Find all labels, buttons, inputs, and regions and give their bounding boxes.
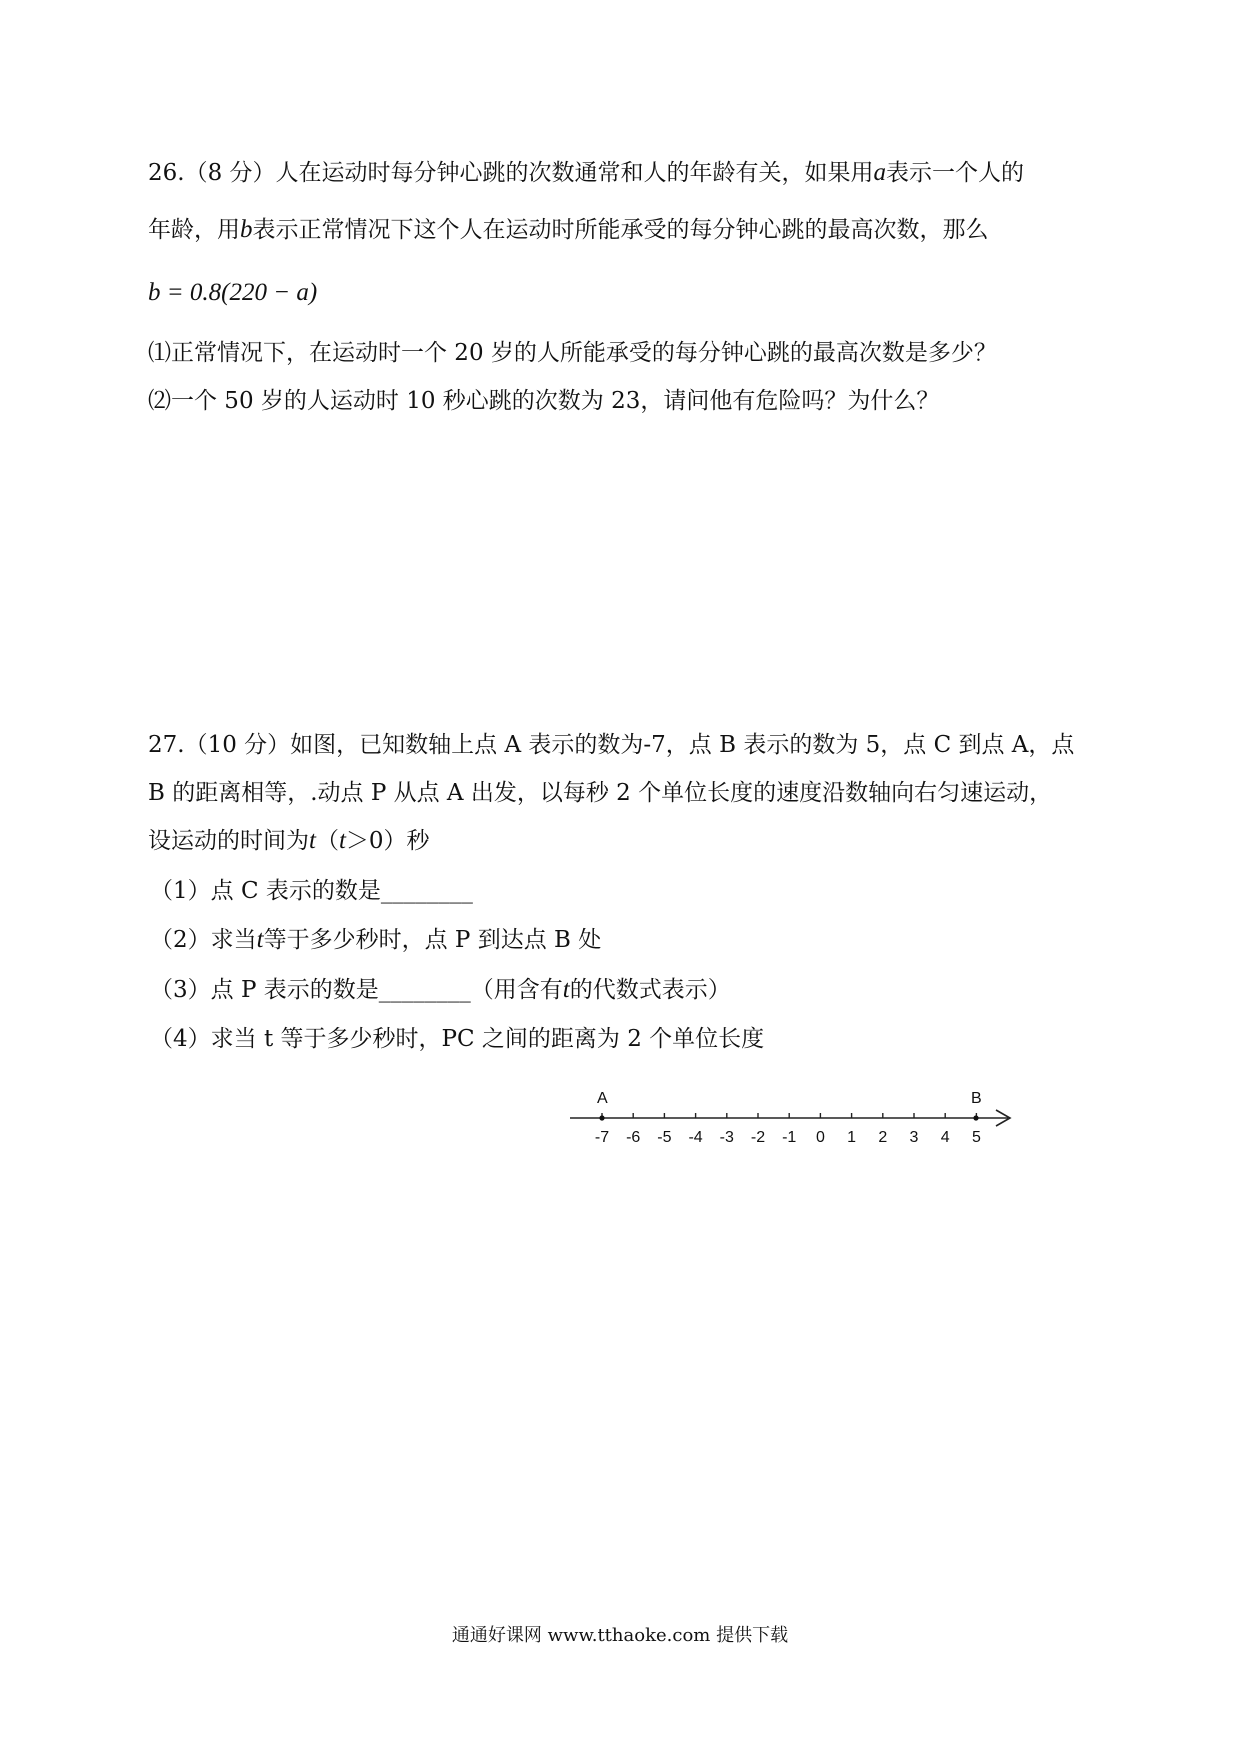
q27-sub-3-text-b: 的代数式表示） (569, 977, 731, 1003)
q27-line-3 (148, 826, 430, 856)
tick-label: 1 (847, 1129, 857, 1146)
point-a-label: A (597, 1090, 608, 1107)
q26-line-1-text-a: 26.（8 分）人在运动时每分钟心跳的次数通常和人的年龄有关，如果用 (148, 160, 874, 186)
q26-formula (148, 278, 317, 308)
number-line-figure (568, 1082, 1028, 1172)
q27-line-3-text-a: 设运动的时间为 (148, 828, 309, 854)
q27-line-1: 27.（10 分）如图，已知数轴上点 A 表示的数为-7，点 B 表示的数为 5，点 C 到点 A，点 (148, 732, 1075, 758)
variable-b: b (240, 216, 253, 243)
q27-sub-2-text-b: 等于多少秒时，点 P 到达点 B 处 (263, 927, 602, 953)
tick-label: 3 (909, 1129, 919, 1146)
q27-sub-2-text-a: （2）求当 (150, 927, 257, 953)
q27-line-2: B 的距离相等，.动点 P 从点 A 出发，以每秒 2 个单位长度的速度沿数轴向右匀速运动， (148, 780, 1053, 806)
variable-t-4: t (562, 976, 570, 1003)
tick-label: -4 (688, 1129, 703, 1146)
q26-line-2-text-b: 表示正常情况下这个人在运动时所能承受的每分钟心跳的最高次数，那么 (252, 217, 989, 243)
formula-text: b = 0.8(220 − a) (148, 279, 318, 306)
tick-label: 5 (971, 1129, 981, 1146)
q27-line-3-text-c: ＞0）秒 (345, 828, 430, 854)
variable-t-3: t (256, 926, 264, 953)
q27-sub-question-3 (150, 975, 731, 1005)
tick-label: -2 (750, 1129, 766, 1146)
tick-label: 4 (940, 1129, 950, 1146)
q26-sub-question-2: ⑵一个 50 岁的人运动时 10 秒心跳的次数为 23，请问他有危险吗？为什么？ (148, 388, 940, 414)
point-b-dot (973, 1115, 978, 1120)
tick-label: 2 (878, 1129, 888, 1146)
q26-line-2 (148, 215, 989, 245)
variable-t-2: t (338, 827, 346, 854)
tick-label: -5 (657, 1129, 672, 1146)
tick-label: -7 (594, 1129, 610, 1146)
tick-label: -1 (782, 1129, 797, 1146)
variable-a: a (873, 159, 887, 186)
q27-sub-3-text-a: （3）点 P 表示的数是________（用含有 (150, 977, 563, 1003)
q26-line-1 (148, 158, 1024, 188)
variable-t: t (309, 827, 316, 854)
footer-credit: 通通好课网 www.tthaoke.com 提供下载 (451, 1625, 789, 1646)
point-a-dot (599, 1115, 604, 1120)
q27-sub-question-4: （4）求当 t 等于多少秒时，PC 之间的距离为 2 个单位长度 (150, 1026, 765, 1052)
tick-label: 0 (815, 1129, 825, 1146)
q27-sub-question-2 (150, 925, 601, 955)
q27-sub-question-1: （1）点 C 表示的数是________ (150, 878, 473, 904)
q27-line-3-text-b: （ (315, 828, 339, 854)
q26-sub-question-1: ⑴正常情况下，在运动时一个 20 岁的人所能承受的每分钟心跳的最高次数是多少？ (148, 340, 997, 366)
q26-line-2-text-a: 年龄，用 (148, 217, 240, 243)
tick-label: -6 (626, 1129, 641, 1146)
tick-label: -3 (719, 1129, 734, 1146)
q26-line-1-text-b: 表示一个人的 (886, 160, 1025, 186)
point-b-label: B (971, 1090, 982, 1107)
